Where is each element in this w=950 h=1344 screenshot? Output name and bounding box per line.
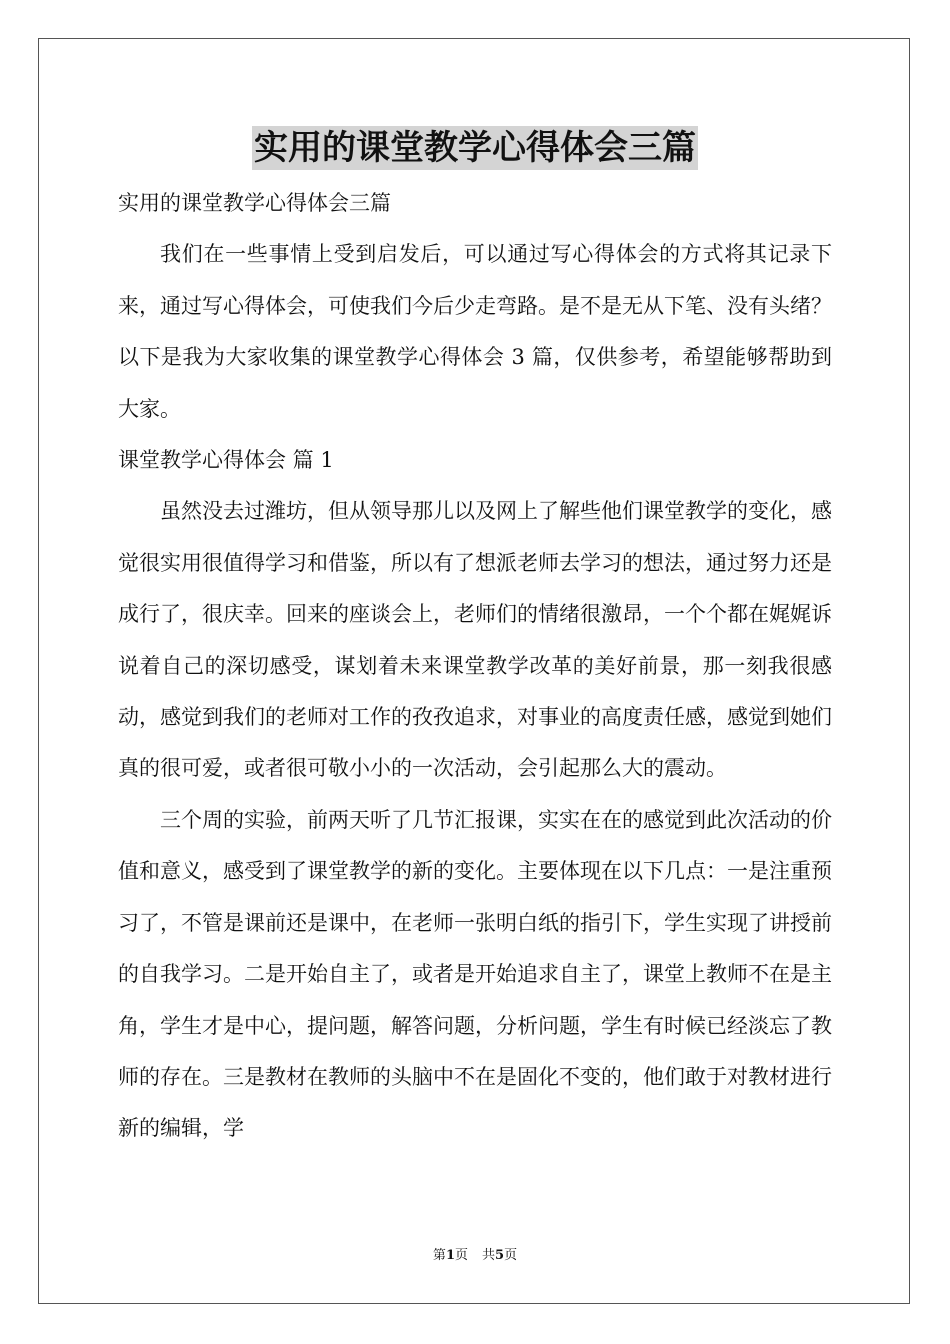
body-paragraph-1: 虽然没去过潍坊，但从领导那儿以及网上了解些他们课堂教学的变化，感觉很实用很值得学习和借鉴，所以有了想派老师去学习的想法，通过努力还是成行了，很庆幸。回来的座谈会上，老师们的情绪很激昂，一个个都在娓娓诉说着自己的深切感受，谋划着未来课堂教学改革的美好前景，那一刻我很感动，感觉到我们的老师对工作的孜孜追求，对事业的高度责任感，感觉到她们真的很可爱，或者很可敬小小的一次活动，会引起那么大的震动。	[118, 499, 832, 781]
total-suffix: 页	[504, 1248, 518, 1263]
body-paragraph-2: 三个周的实验，前两天听了几节汇报课，实实在在的感觉到此次活动的价值和意义，感受到了课堂教学的新的变化。主要体现在以下几点：一是注重预习了，不管是课前还是课中，在老师一张明白纸的指引下，学生实现了讲授前的自我学习。二是开始自主了，或者是开始追求自主了，课堂上教师不在是主角，学生才是中心，提问题，解答问题，分析问题，学生有时候已经淡忘了教师的存在。三是教材在教师的头脑中不在是固化不变的，他们敢于对教材进行新的编辑，学	[118, 807, 832, 1141]
intro-paragraph: 我们在一些事情上受到启发后，可以通过写心得体会的方式将其记录下来，通过写心得体会，可使我们今后少走弯路。是不是无从下笔、没有头绪？以下是我为大家收集的课堂教学心得体会 3 篇，仅供参考，希望能够帮助到大家。	[118, 242, 832, 421]
total-prefix: 共	[482, 1248, 496, 1263]
page-suffix: 页	[454, 1248, 468, 1263]
page-number: 1	[445, 1248, 455, 1263]
document-body	[118, 178, 832, 1155]
page-footer	[0, 1247, 950, 1265]
document-title	[0, 126, 950, 170]
total-pages: 5	[495, 1248, 505, 1263]
document-title-text: 实用的课堂教学心得体会三篇	[254, 128, 696, 168]
document-subtitle: 实用的课堂教学心得体会三篇	[118, 191, 391, 215]
section-heading: 课堂教学心得体会 篇 1	[118, 448, 334, 473]
page-prefix: 第	[432, 1248, 446, 1263]
